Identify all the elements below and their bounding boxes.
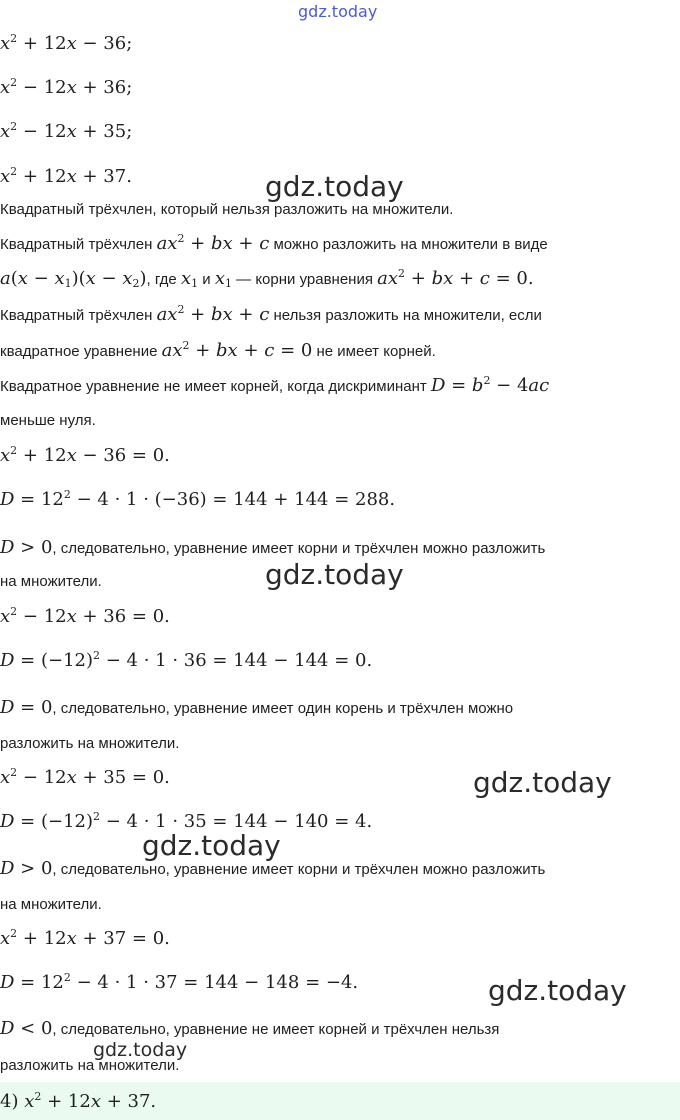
option-4: $x^2 + 12x + 37$.	[0, 165, 132, 187]
discriminant-2: $D = (-12)^2 - 4 \cdot 1 \cdot 36 = 144 - 144 = 0$.	[0, 649, 373, 671]
watermark: gdz.today	[265, 170, 404, 203]
conclusion-4: D < 0, следовательно, уравнение не имеет корней и трёхчлен нельзя	[0, 1018, 500, 1039]
conclusion-2: D = 0, следовательно, уравнение имеет один корень и трёхчлен можно	[0, 697, 514, 718]
option-2: $x^2 - 12x + 36$;	[0, 76, 133, 98]
option-1: $x^2 + 12x - 36$;	[0, 32, 133, 54]
equation-4: $x^2 + 12x + 37 = 0$.	[0, 927, 170, 949]
conclusion-4-cont: разложить на множители.	[0, 1057, 180, 1074]
theory-line-7: меньше нуля.	[0, 412, 96, 429]
watermark: gdz.today	[488, 974, 627, 1007]
equation-1: $x^2 + 12x - 36 = 0$.	[0, 444, 170, 466]
watermark: gdz.today	[142, 829, 281, 862]
equation-3: $x^2 - 12x + 35 = 0$.	[0, 766, 170, 788]
discriminant-1: $D = 12^2 - 4 \cdot 1 \cdot (-36) = 144 + 144 = 288$.	[0, 488, 396, 510]
theory-line-2: Квадратный трёхчлен $ax^2$ + bx + c можно разложить на множители в виде	[0, 232, 548, 254]
watermark-top: gdz.today	[298, 2, 378, 21]
conclusion-1-cont: на множители.	[0, 573, 102, 590]
discriminant-3: $D = (-12)^2 - 4 \cdot 1 \cdot 35 = 144 - 140 = 4$.	[0, 810, 373, 832]
watermark: gdz.today	[473, 766, 612, 799]
theory-line-4: Квадратный трёхчлен $ax^2$ + bx + c нельзя разложить на множители, если	[0, 303, 542, 325]
option-3: $x^2 - 12x + 35$;	[0, 120, 133, 142]
equation-2: $x^2 - 12x + 36 = 0$.	[0, 605, 170, 627]
discriminant-4: $D = 12^2 - 4 \cdot 1 \cdot 37 = 144 - 148 = -4$.	[0, 971, 359, 993]
theory-line-3: $a(x - x_1)(x - x_2)$, где $x_1$ и $x_1$ — корни уравнения $ax^2$ + bx + c = 0.	[0, 267, 534, 290]
answer-text: 4) $x^2 + 12x + 37$.	[0, 1090, 157, 1112]
conclusion-2-cont: разложить на множители.	[0, 735, 180, 752]
conclusion-3: D > 0, следовательно, уравнение имеет корни и трёхчлен можно разложить	[0, 858, 546, 879]
watermark: gdz.today	[93, 1039, 188, 1061]
watermark: gdz.today	[265, 558, 404, 591]
theory-line-6: Квадратное уравнение не имеет корней, когда дискриминант $D = b^2 - 4ac$	[0, 374, 550, 396]
conclusion-1: D > 0, следовательно, уравнение имеет корни и трёхчлен можно разложить	[0, 537, 546, 558]
theory-line-5: квадратное уравнение $ax^2$ + bx + c = 0 не имеет корней.	[0, 339, 436, 361]
answer-box	[0, 1082, 680, 1120]
conclusion-3-cont: на множители.	[0, 896, 102, 913]
theory-line-1: Квадратный трёхчлен, который нельзя разложить на множители.	[0, 201, 454, 218]
